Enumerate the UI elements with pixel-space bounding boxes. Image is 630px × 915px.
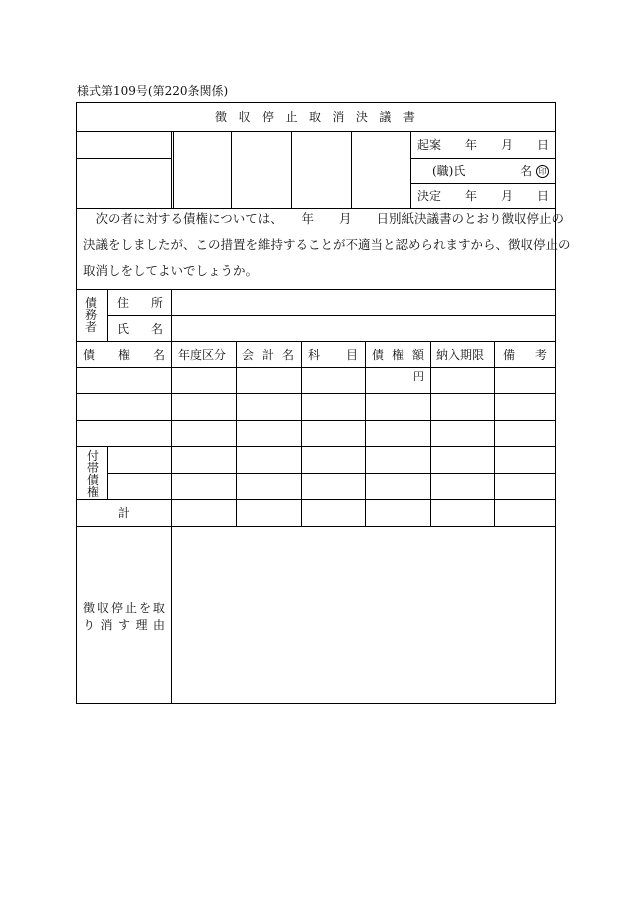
kettei-label: 決定: [417, 189, 442, 203]
header-claim-name: [83, 348, 165, 362]
request-line: 取消しをしてよいでしょうか。: [83, 263, 259, 278]
name-label-cell: [117, 322, 163, 336]
header-payment-deadline: 納入期限: [436, 348, 485, 362]
request-line: 決議をしましたが、この措置を維持することが不適当と認められますから、徴収停止の: [83, 237, 571, 252]
divider: [76, 289, 556, 290]
name-seal-group: [520, 164, 549, 178]
header-claim-name-text: [83, 348, 165, 362]
divider: [171, 341, 172, 704]
reason-label-line: [83, 617, 165, 634]
char: 所: [150, 296, 163, 310]
divider: [107, 289, 108, 341]
char: 付: [86, 449, 99, 463]
debtor-label: [84, 297, 98, 333]
year-label: 年: [464, 138, 477, 152]
divider: [494, 341, 495, 526]
char: 権: [86, 485, 99, 499]
divider: [76, 158, 171, 159]
divider: [301, 341, 302, 526]
divider: [76, 367, 556, 368]
divider: [365, 341, 366, 526]
accessory-claim-label: [86, 450, 100, 498]
char: 止: [124, 601, 137, 615]
header-claim-amount-text: [372, 348, 424, 362]
header-remarks-text: [503, 348, 547, 362]
name-row: [432, 164, 549, 178]
char: 科: [308, 348, 321, 362]
char: 氏: [117, 322, 130, 336]
month-label: 月: [500, 138, 513, 152]
shoku-shi-label: (職)氏: [432, 164, 466, 178]
char: 名: [152, 348, 165, 362]
kettei-row: [417, 189, 549, 203]
char: 計: [261, 348, 274, 362]
divider: [107, 315, 556, 316]
char: 停: [261, 110, 274, 124]
char: 帯: [86, 461, 99, 475]
kian-row: [417, 138, 549, 152]
char: 債: [372, 348, 385, 362]
divider: [410, 131, 411, 208]
divider: [76, 446, 556, 447]
divider: [291, 131, 292, 208]
char: 収: [96, 601, 109, 615]
divider: [76, 499, 556, 500]
char: 取: [308, 110, 321, 124]
divider: [76, 341, 556, 342]
char: 名: [150, 322, 163, 336]
char: 徴: [83, 601, 96, 615]
char: 由: [152, 618, 165, 632]
request-line: 次の者に対する債権については、 年 月 日別紙決議書のとおり徴収停止の: [83, 211, 565, 226]
address-label-cell: [117, 296, 163, 310]
total-label: 計: [118, 506, 131, 520]
divider: [107, 473, 556, 474]
header-subject: [308, 348, 358, 362]
name-suffix-label: 名: [520, 164, 533, 178]
seal-mark: 印: [536, 165, 549, 178]
header-remarks: [503, 348, 547, 362]
char: 備: [503, 348, 516, 362]
char: 収: [238, 110, 251, 124]
divider: [171, 131, 172, 208]
char: 決: [355, 110, 368, 124]
day-label: 日: [536, 138, 549, 152]
request-paragraph: [83, 206, 571, 284]
divider: [76, 526, 556, 527]
char: 債: [86, 473, 99, 487]
header-account: [242, 348, 294, 362]
name-label: [117, 322, 163, 336]
char: 議: [379, 110, 392, 124]
char: す: [117, 618, 130, 632]
day-label: 日: [536, 189, 549, 203]
char: 者: [84, 320, 97, 334]
divider: [107, 446, 108, 499]
yen-unit: 円: [413, 370, 424, 383]
char: 書: [402, 110, 415, 124]
char: 理: [135, 618, 148, 632]
address-label: [117, 296, 163, 310]
divider: [76, 131, 556, 132]
divider: [351, 131, 352, 208]
char: 消: [332, 110, 345, 124]
divider: [410, 158, 556, 159]
char: 目: [345, 348, 358, 362]
char: 額: [411, 348, 424, 362]
header-subject-text: [308, 348, 358, 362]
char: 考: [534, 348, 547, 362]
year-label: 年: [464, 189, 477, 203]
divider: [410, 183, 556, 184]
char: 権: [391, 348, 404, 362]
divider: [236, 341, 237, 526]
divider: [76, 420, 556, 421]
char: 止: [285, 110, 298, 124]
char: 債: [84, 296, 97, 310]
char: 住: [117, 296, 130, 310]
header-fiscal-year: 年度区分: [178, 348, 227, 362]
char: 務: [84, 308, 97, 322]
char: 会: [242, 348, 255, 362]
month-label: 月: [500, 189, 513, 203]
reason-label: [83, 600, 165, 634]
kian-label: 起案: [417, 138, 442, 152]
char: 債: [83, 348, 96, 362]
reason-label-line: [83, 600, 165, 617]
divider: [231, 131, 232, 208]
divider: [171, 289, 172, 341]
char: 名: [281, 348, 294, 362]
form-number-label: 様式第109号(第220条関係): [77, 84, 229, 98]
divider: [173, 131, 174, 208]
header-account-text: [242, 348, 294, 362]
divider: [76, 393, 556, 394]
char: 取: [152, 601, 165, 615]
header-claim-amount: [372, 348, 424, 362]
divider: [430, 341, 431, 526]
char: り: [83, 618, 96, 632]
form-title: [215, 110, 415, 124]
char: を: [138, 601, 151, 615]
char: 消: [100, 618, 113, 632]
char: 停: [110, 601, 123, 615]
char: 権: [117, 348, 130, 362]
form-title-text: [215, 110, 415, 124]
char: 徴: [215, 110, 228, 124]
